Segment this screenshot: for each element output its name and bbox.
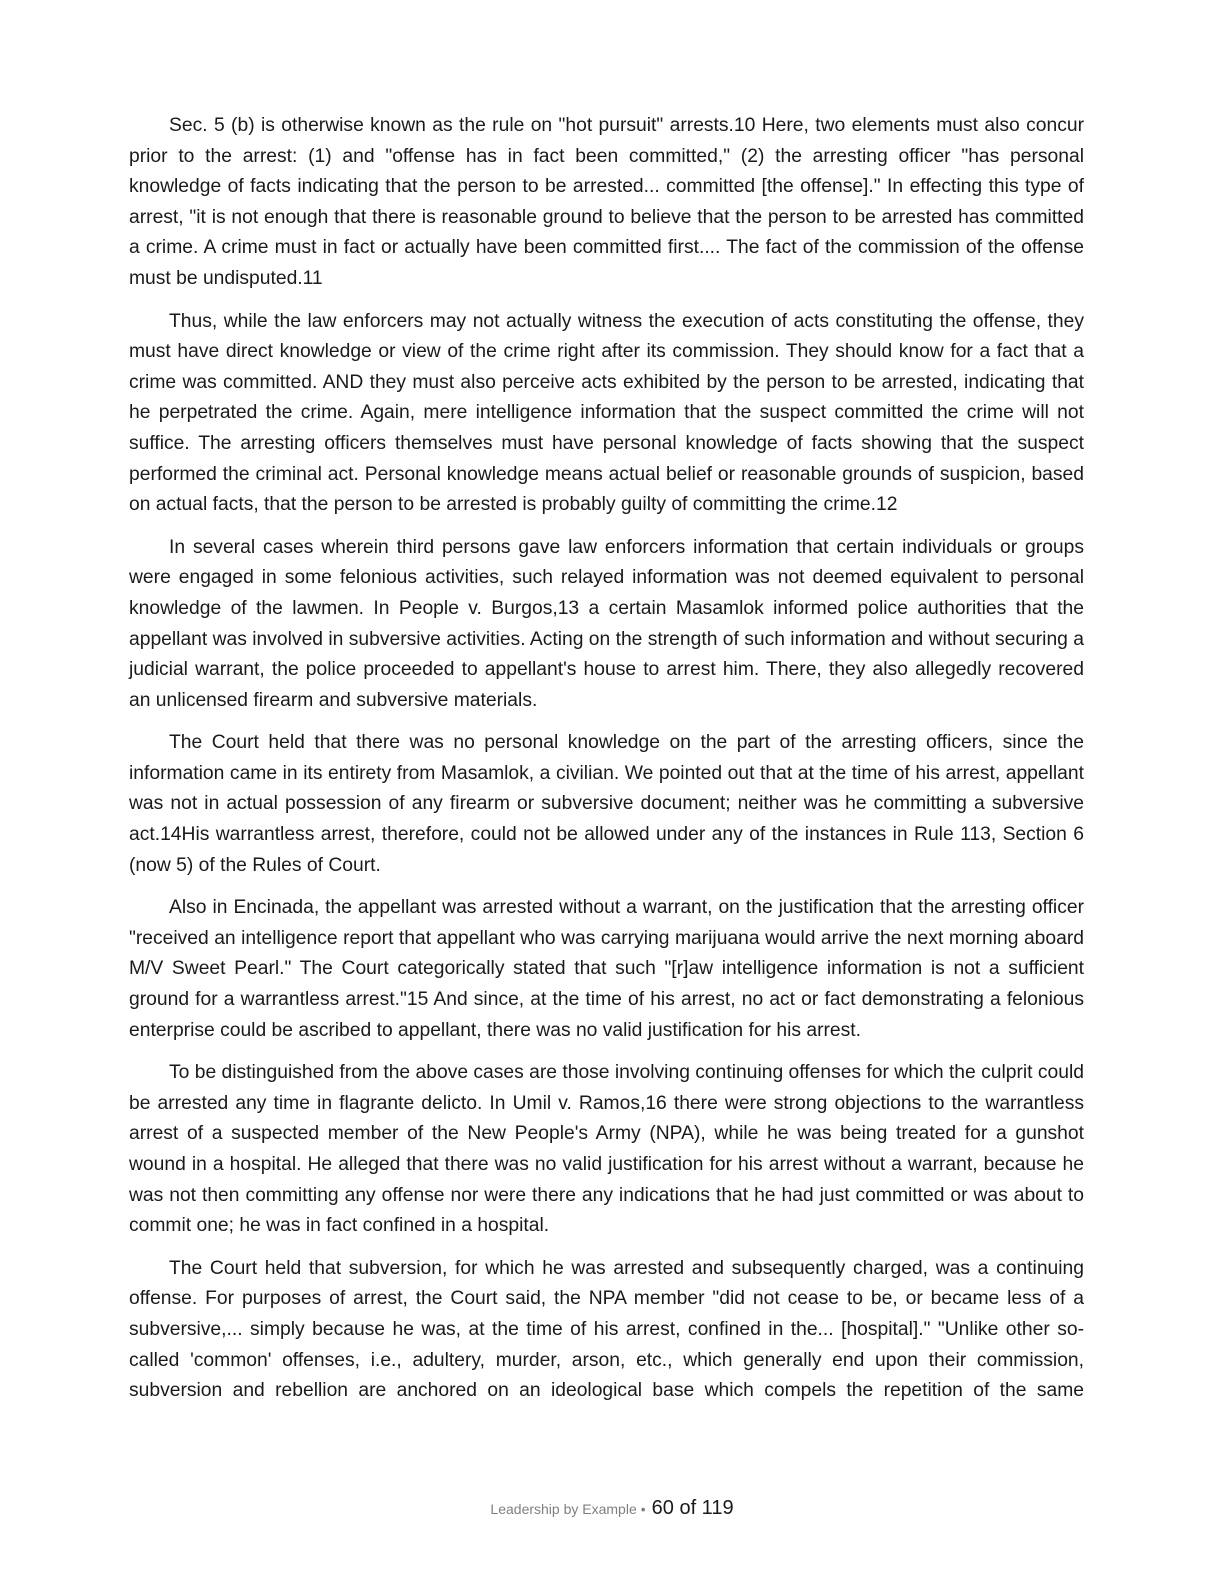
page-number: 60 of 119	[651, 1497, 734, 1519]
footer-bullet: •	[640, 1501, 646, 1517]
paragraph-encinada: Also in Encinada, the appellant was arrested without a warrant, on the justification that the arresting officer "received an intelligence report that appellant who was carrying marijuana would arrive the next morning aboard M/V Sweet Pearl." The Court categorically stated that such "[r]aw intelligence information is not a sufficient ground for a warrantless arrest."15 And since, at the time of his arrest, no act or fact demonstrating a felonious enterprise could be ascribed to appellant, there was no valid justification for his arrest.	[129, 897, 1084, 1041]
body-text	[129, 111, 1084, 1419]
page-footer	[0, 1497, 1224, 1520]
paragraph-third-persons: In several cases wherein third persons gave law enforcers information that certain individuals or groups were engaged in some felonious activities, such relayed information was not deemed equivalent to personal knowledge of the lawmen. In People v. Burgos,13 a certain Masamlok informed police authorities that the appellant was involved in subversive activities. Acting on the strength of such information and without securing a judicial warrant, the police proceeded to appellant's house to arrest him. There, they also allegedly recovered an unlicensed firearm and subversive materials.	[129, 536, 1084, 711]
paragraph-direct-knowledge: Thus, while the law enforcers may not actually witness the execution of acts constituting the offense, they must have direct knowledge or view of the crime right after its commission. They should know for a fact that a crime was committed. AND they must also perceive acts exhibited by the person to be arrested, indicating that he perpetrated the crime. Again, mere intelligence information that the suspect committed the crime will not suffice. The arresting officers themselves must have personal knowledge of facts showing that the suspect performed the criminal act. Personal knowledge means actual belief or reasonable grounds of suspicion, based on actual facts, that the person to be arrested is probably guilty of committing the crime.12	[129, 310, 1084, 516]
paragraph-hot-pursuit: Sec. 5 (b) is otherwise known as the rule on "hot pursuit" arrests.10 Here, two elements must also concur prior to the arrest: (1) and "offense has in fact been committed," (2) the arresting officer "has personal knowledge of facts indicating that the person to be arrested... committed [the offense]." In effecting this type of arrest, "it is not enough that there is reasonable ground to believe that the person to be arrested has committed a crime. A crime must in fact or actually have been committed first.... The fact of the commission of the offense must be undisputed.11	[129, 115, 1084, 289]
paragraph-subversion: The Court held that subversion, for which he was arrested and subsequently charged, was a continuing offense. For purposes of arrest, the Court said, the NPA member "did not cease to be, or became less of a subversive,... simply because he was, at the time of his arrest, confined in the... [hospital]." "Unlike other so-called 'common' offenses, i.e., adultery, murder, arson, etc., which generally end upon their commission, subversion and rebellion are anchored on an ideological base which compels the repetition of the same	[129, 1257, 1084, 1402]
footer-document-title: Leadership by Example	[490, 1501, 637, 1517]
paragraph-continuing-offenses: To be distinguished from the above cases are those involving continuing offenses for which the culprit could be arrested any time in flagrante delicto. In Umil v. Ramos,16 there were strong objections to the warrantless arrest of a suspected member of the New People's Army (NPA), while he was being treated for a gunshot wound in a hospital. He alleged that there was no valid justification for his arrest without a warrant, because he was not then committing any offense nor were there any indications that he had just committed or was about to commit one; he was in fact confined in a hospital.	[129, 1062, 1084, 1237]
paragraph-no-personal-knowledge: The Court held that there was no personal knowledge on the part of the arresting officers, since the information came in its entirety from Masamlok, a civilian. We pointed out that at the time of his arrest, appellant was not in actual possession of any firearm or subversive document; neither was he committing a subversive act.14His warrantless arrest, therefore, could not be allowed under any of the instances in Rule 113, Section 6 (now 5) of the Rules of Court.	[129, 732, 1084, 876]
